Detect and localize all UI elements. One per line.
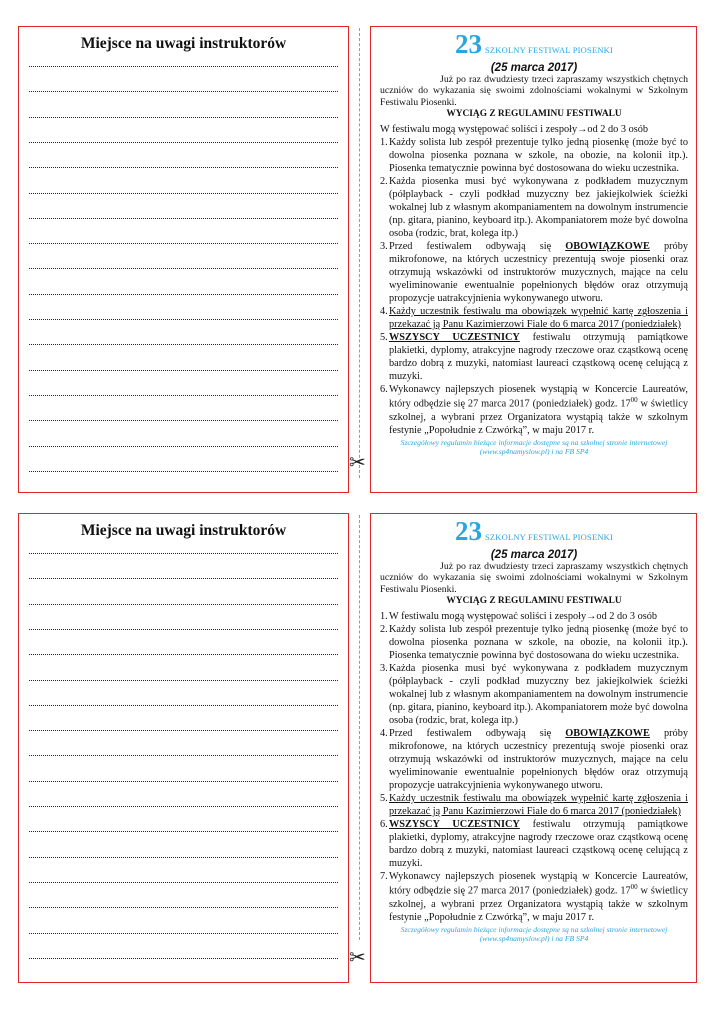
invitation-text: Już po raz dwudziesty trzeci zapraszamy wszystkich chętnych uczniów do wykazania się swoimi zdolnościami wokalnymi w Szkolnym Festiwalu Piosenki.	[380, 74, 688, 108]
festival-number: 23	[454, 516, 482, 546]
writing-line	[29, 117, 338, 118]
rule-item: 3. Każda piosenka musi być wykonywana z podkładem muzycznym (półplayback - czyli podkład muzyczny bez jakiejkolwiek ścieżki wokalnej lub z własnym akompaniamentem na dowolnym instrumencie (np. gitara, pianino, keyboard itp.). Akompaniatorem może być dowolna osoba (rodzic, brat, kolega itp.)	[380, 662, 688, 726]
writing-line	[29, 958, 338, 959]
writing-line	[29, 167, 338, 168]
writing-line	[29, 806, 338, 807]
flyer-footer: Szczegółowy regulamin bieżące informacje dostępne są na szkolnej stronie internetowej (www.sp4namyslow.pl) i na FB SP4	[400, 437, 668, 457]
rules-list	[380, 123, 688, 437]
flyer-footer: Szczegółowy regulamin bieżące informacje dostępne są na szkolnej stronie internetowej (www.sp4namyslow.pl) i na FB SP4	[400, 924, 668, 944]
writing-line	[29, 781, 338, 782]
writing-line	[29, 218, 338, 219]
rule-item: 2. Każda piosenka musi być wykonywana z podkładem muzycznym (półplayback - czyli podkład muzyczny bez jakiejkolwiek ścieżki wokalnej lub z własnym akompaniamentem na dowolnym instrumencie (np. gitara, pianino, keyboard itp.). Akompaniatorem może być dowolna osoba (rodzic, brat, kolega itp.)	[380, 175, 688, 239]
rule-lead: W festiwalu mogą występować soliści i zespoły→od 2 do 3 osób	[380, 123, 649, 135]
writing-line	[29, 370, 338, 371]
writing-line	[29, 268, 338, 269]
writing-line	[29, 395, 338, 396]
writing-line	[29, 654, 338, 655]
flyer-header	[380, 31, 688, 58]
writing-line	[29, 344, 338, 345]
rule-item: 4. Przed festiwalem odbywają się OBOWIĄZKOWE próby mikrofonowe, na których uczestnicy prezentują swoje piosenki oraz otrzymują wskazówki od instruktorów muzycznych, mające na celu wyeliminowanie ewentualnie popełnionych błędów oraz otrzymują propozycje uatrakcyjnienia wykonywanego utworu.	[380, 727, 688, 791]
rule-item: 6. Wykonawcy najlepszych piosenek wystąpią w Koncercie Laureatów, który odbędzie się 27 marca 2017 (poniedziałek) godz. $17^{00}$ w świetlicy szkolnej, a wybrani przez Organizatora wystąpią także w szkolnym festynie „Popołudnie z Czwórką”, w maju 2017 r.	[380, 384, 688, 436]
festival-date: (25 marca 2017)	[490, 549, 578, 561]
cut-line	[359, 515, 360, 940]
festival-flyer	[370, 513, 697, 983]
writing-line	[29, 604, 338, 605]
writing-line	[29, 66, 338, 67]
rule-item: 6. WSZYSCY UCZESTNICY festiwalu otrzymują pamiątkowe plakietki, dyplomy, atrakcyjne nagrody rzeczowe oraz cząstkową ocenę bardzo dobrą z muzyki, natomiast laureaci cząstkową ocenę celującą z muzyki.	[380, 819, 688, 870]
scissors-icon: ✂	[349, 945, 366, 969]
notes-panel	[18, 26, 349, 493]
writing-line	[29, 933, 338, 934]
rule-item: 4. Każdy uczestnik festiwalu ma obowiązek wypełnić kartę zgłoszenia i przekazać ją Panu Kazimierzowi Fiale do 6 marca 2017 (poniedziałek)	[380, 306, 688, 331]
festival-number: 23	[454, 29, 482, 59]
writing-line	[29, 882, 338, 883]
rule-item: 3. Przed festiwalem odbywają się OBOWIĄZKOWE próby mikrofonowe, na których uczestnicy prezentują swoje piosenki oraz otrzymują wskazówki od instruktorów muzycznych, mające na celu wyeliminowanie ewentualnie popełnionych błędów oraz otrzymują propozycje uatrakcyjnienia wykonywanego utworu.	[380, 240, 688, 304]
extract-title: WYCIĄG Z REGULAMINU FESTIWALU	[446, 108, 622, 119]
rule-item: 7. Wykonawcy najlepszych piosenek wystąpią w Koncercie Laureatów, który odbędzie się 27 marca 2017 (poniedziałek) godz. $17^{00}$ w świetlicy szkolnej, a wybrani przez Organizatora wystąpią także w szkolnym festynie „Popołudnie z Czwórką”, w maju 2017 r.	[380, 871, 688, 923]
extract-title: WYCIĄG Z REGULAMINU FESTIWALU	[446, 595, 622, 606]
scissors-icon: ✂	[349, 450, 366, 474]
rule-item: 1. Każdy solista lub zespół prezentuje tylko jedną piosenkę (może być to dowolna piosenka poznana w szkole, na obozie, na kolonii itp.). Piosenka tematycznie powinna być dostosowana do wieku uczestnika.	[380, 136, 688, 174]
festival-date: (25 marca 2017)	[490, 62, 578, 74]
rule-item: 5. WSZYSCY UCZESTNICY festiwalu otrzymują pamiątkowe plakietki, dyplomy, atrakcyjne nagrody rzeczowe oraz cząstkową ocenę bardzo dobrą z muzyki, natomiast laureaci cząstkową ocenę celującą z muzyki.	[380, 332, 688, 383]
writing-line	[29, 243, 338, 244]
invitation-text: Już po raz dwudziesty trzeci zapraszamy wszystkich chętnych uczniów do wykazania się swoimi zdolnościami wokalnymi w Szkolnym Festiwalu Piosenki.	[380, 561, 688, 595]
writing-line	[29, 831, 338, 832]
writing-line	[29, 420, 338, 421]
notes-title: Miejsce na uwagi instruktorów	[80, 522, 287, 539]
rule-item: 2. Każdy solista lub zespół prezentuje tylko jedną piosenkę (może być to dowolna piosenka poznana w szkole, na obozie, na kolonii itp.). Piosenka tematycznie powinna być dostosowana do wieku uczestnika.	[380, 623, 688, 661]
writing-line	[29, 705, 338, 706]
writing-line	[29, 553, 338, 554]
writing-line	[29, 446, 338, 447]
writing-line	[29, 730, 338, 731]
writing-line	[29, 319, 338, 320]
cut-line	[359, 28, 360, 478]
festival-label: SZKOLNY FESTIWAL PIOSENKI	[484, 45, 614, 55]
notes-panel	[18, 513, 349, 983]
rules-list	[380, 610, 688, 924]
writing-line	[29, 857, 338, 858]
writing-line	[29, 142, 338, 143]
writing-line	[29, 907, 338, 908]
rule-item: 5. Każdy uczestnik festiwalu ma obowiązek wypełnić kartę zgłoszenia i przekazać ją Panu Kazimierzowi Fiale do 6 marca 2017 (poniedziałek)	[380, 793, 688, 818]
festival-label: SZKOLNY FESTIWAL PIOSENKI	[484, 532, 614, 542]
notes-title: Miejsce na uwagi instruktorów	[80, 35, 287, 52]
writing-line	[29, 755, 338, 756]
flyer-header	[380, 518, 688, 545]
writing-line	[29, 471, 338, 472]
writing-line	[29, 193, 338, 194]
writing-line	[29, 578, 338, 579]
festival-flyer	[370, 26, 697, 493]
writing-line	[29, 294, 338, 295]
writing-line	[29, 629, 338, 630]
rule-item: 1. W festiwalu mogą występować soliści i zespoły→od 2 do 3 osób	[380, 610, 658, 622]
writing-line	[29, 91, 338, 92]
writing-line	[29, 680, 338, 681]
